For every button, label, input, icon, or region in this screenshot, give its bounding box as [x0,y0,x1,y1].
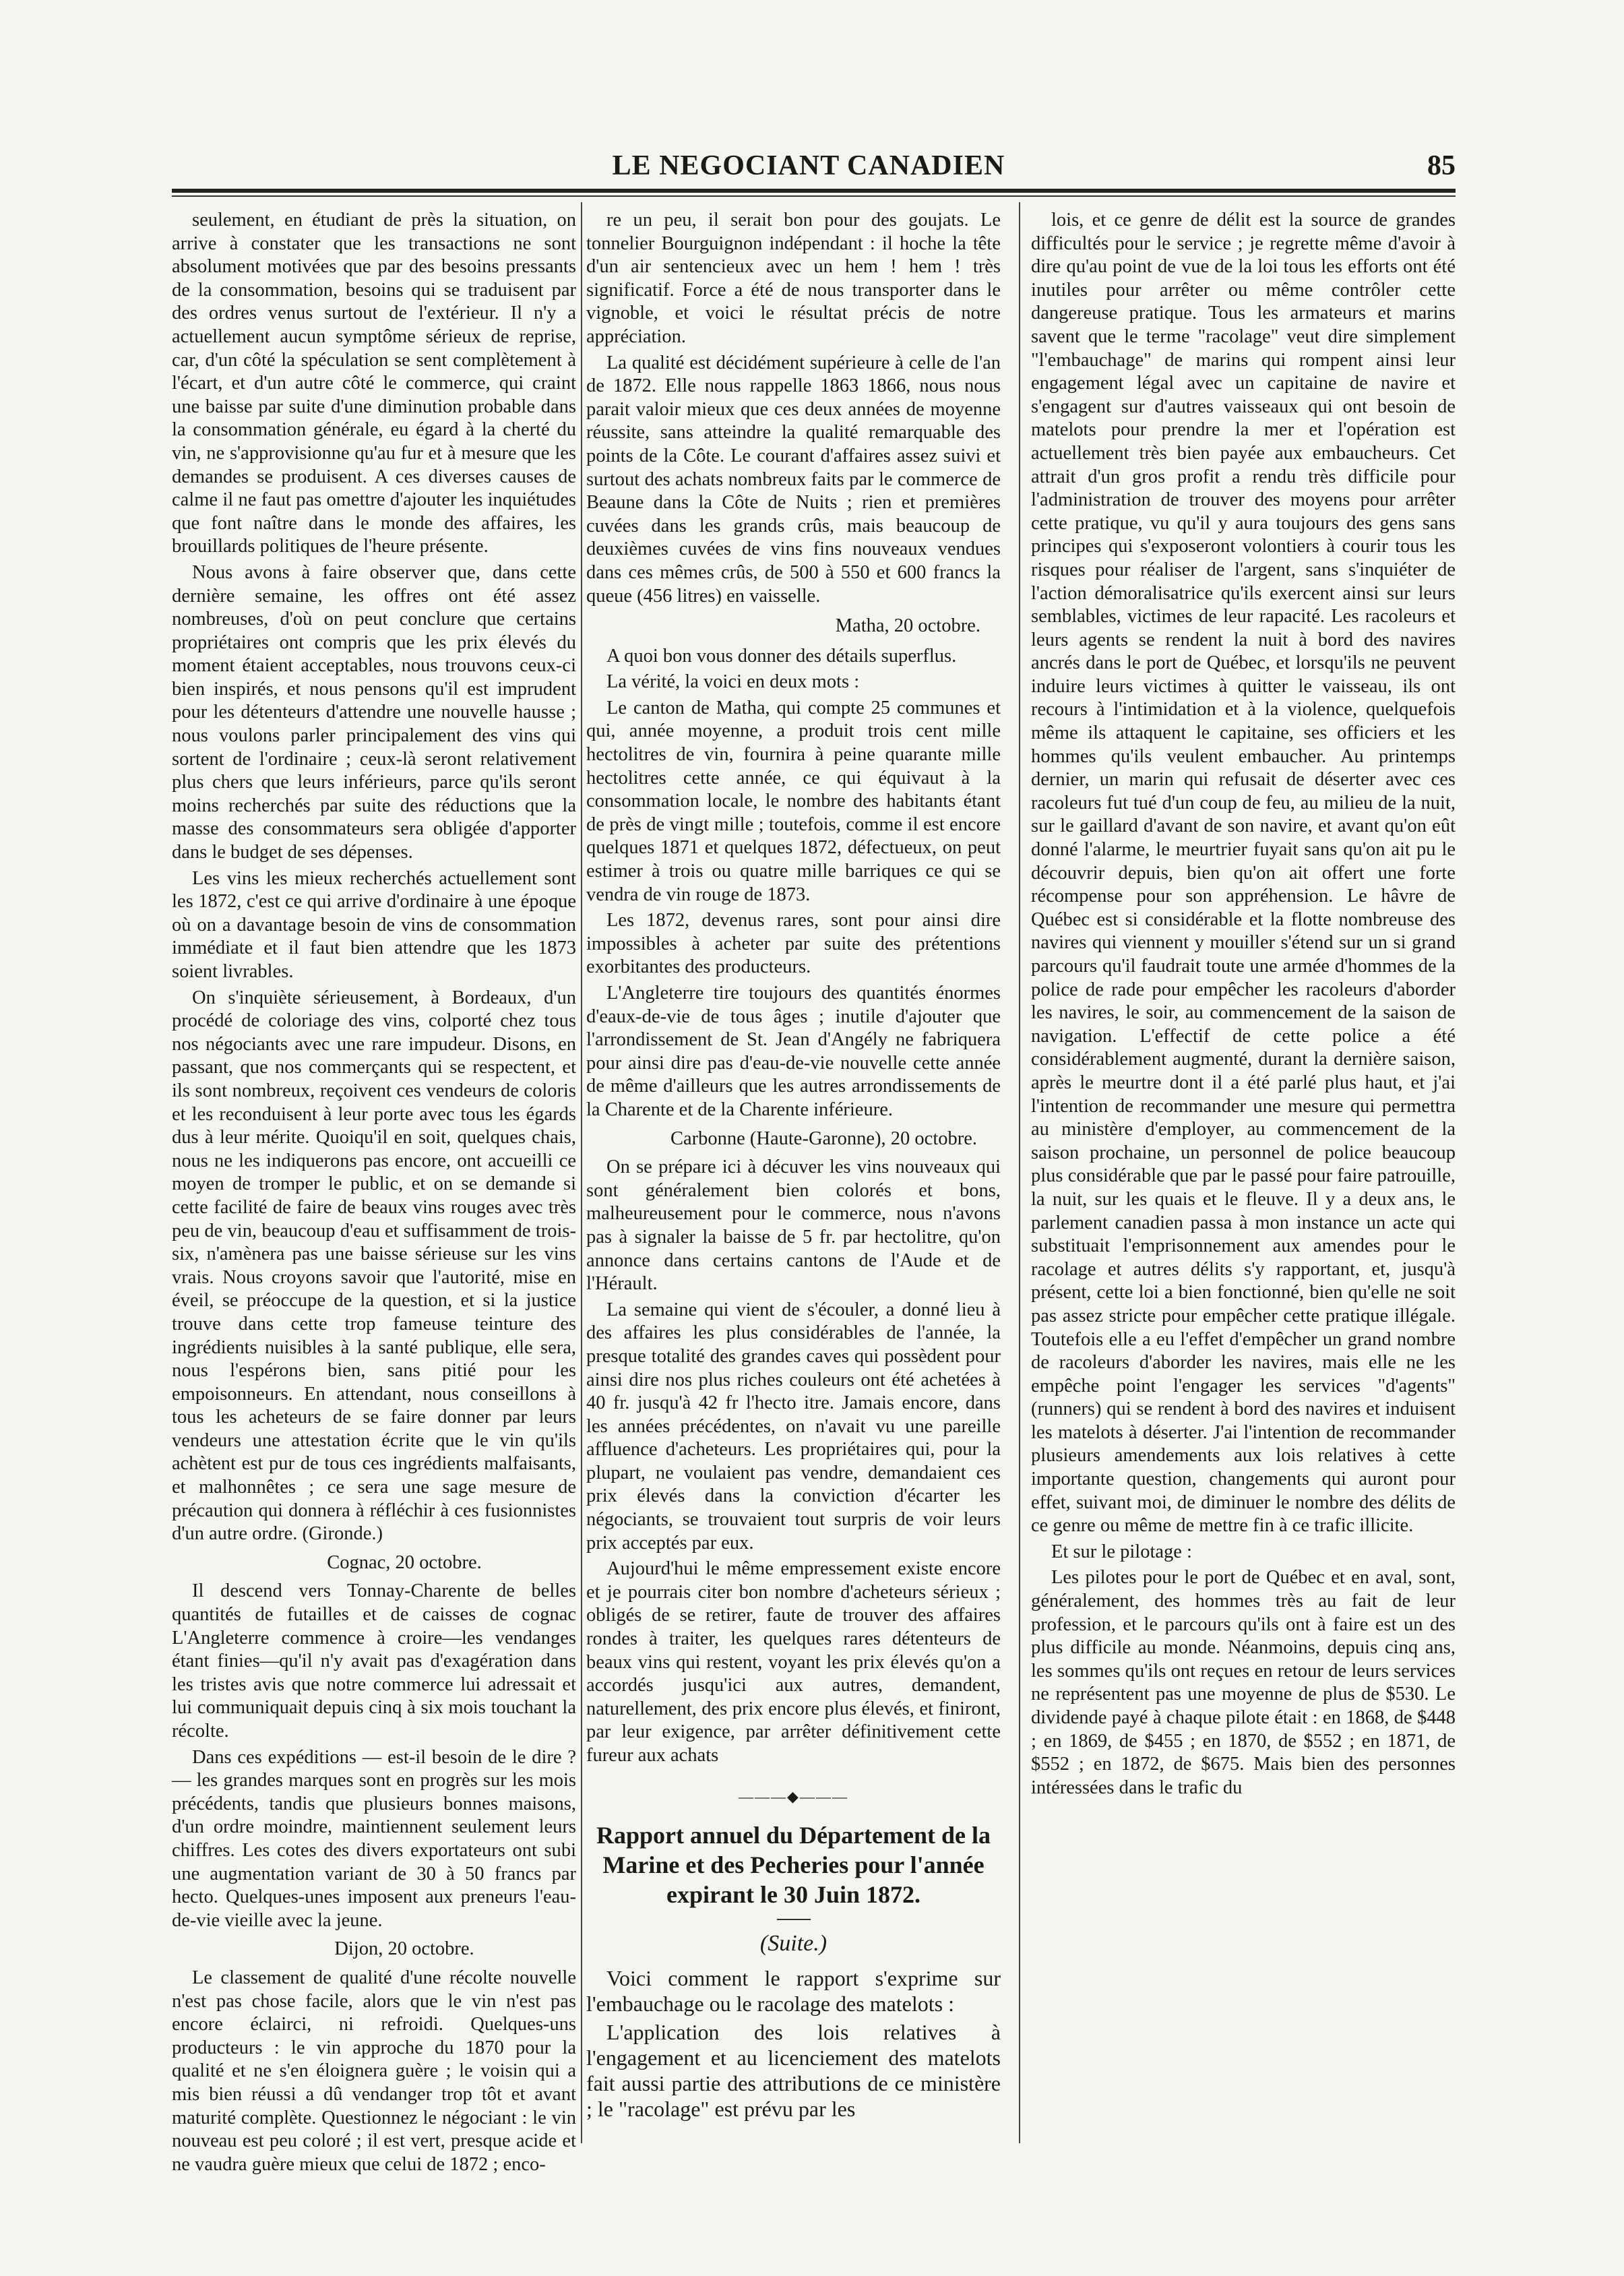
newspaper-title: LE NEGOCIANT CANADIEN [612,150,1005,181]
article-paragraph: On se prépare ici à décuver les vins nouveaux qui sont généralement bien colorés et bons, malheureusement pour le commerce, nous n'avons pas à signaler la baisse de 5 fr. par hectolitre, qu'on annonce dans certains cantons de l'Aude et de l'Hérault. [586,1157,1001,1295]
article-paragraph: Aujourd'hui le même empressement existe encore et je pourrais citer bon nombre d'acheteurs sérieux ; obligés de se retirer, faute de trouver des affaires rondes à traiter, les quelques rares détenteurs de beaux vins qui restent, voyant les prix élevés qu'on a accordés jusqu'ici aux autres, demandent, naturellement, des prix encore plus élevés, et finiront, par leur exigence, par arrêter définitivement cette fureur aux achats [586,1558,1001,1766]
masthead [162,150,1456,183]
article-paragraph: seulement, en étudiant de près la situation, on arrive à constater que les transactions ne sont absolument motivées que par des besoins pressants de la consommation, besoins qui se traduisent par des ordres venus surtout de l'extérieur. Il n'y a actuellement aucun symptôme sérieux de reprise, car, d'un côté la spéculation se sent complètement à l'écart, et d'un autre côté le commerce, qui craint une baisse par suite d'une diminution probable dans la consommation générale, eu égard à la cherté du vin, ne s'approvisionne qu'au fur et à mesure que les demandes se produisent. A ces diverses causes de calme il ne faut pas omettre d'ajouter les inquiétudes que font naître dans le monde des affaires, les brouillards politiques de l'heure présente. [172,210,576,557]
article-paragraph: La semaine qui vient de s'écouler, a donné lieu à des affaires les plus considérables de l'année, la presque totalité des grandes caves qui possèdent pour ainsi dire nos plus riches couleurs ont été achetées à 40 fr. jusqu'à 42 fr l'hecto itre. Jamais encore, dans les années précédentes, on n'avait vu une pareille affluence d'acheteurs. Les propriétaires qui, pour la plupart, ne voulaient pas vendre, demandaient ces prix élevés dans la conviction d'écarter les négociants, se trouvaient tout surpris de voir leurs prix acceptés par eux. [586,1299,1001,1554]
report-body [586,1965,1001,2122]
column-divider-1 [581,202,582,2143]
header-rule-thin [172,195,1456,197]
column-divider-2 [1019,202,1020,2143]
column-2 [586,209,1001,2150]
article-paragraph: L'Angleterre tire toujours des quantités énormes d'eaux-de-vie de tous âges ; inutile d'ajouter que l'arrondissement de St. Jean d'Angély ne fabriquera pour ainsi dire pas d'eau-de-vie nouvelle cette année de même d'ailleurs que les autres arrondissements de la Charente et de la Charente inférieure. [586,983,1001,1120]
article-paragraph: Voici comment le rapport s'exprime sur l'embauchage ou le racolage des matelots : [586,1965,1001,2016]
article-paragraph: Et sur le pilotage : [1051,1541,1192,1562]
article-paragraph: Les 1872, devenus rares, sont pour ainsi dire impossibles à acheter par suite des prétentions exorbitantes des producteurs. [586,910,1001,978]
article-paragraph: Les pilotes pour le port de Québec et en aval, sont, généralement, des hommes très au fait de leur profession, et le parcours qu'ils ont à faire est un des plus difficile au monde. Néanmoins, depuis cinq ans, les sommes qu'ils ont reçues en retour de leurs services ne représentent pas une moyenne de plus de $530. Le dividende payé à chaque pilote était : en 1868, de $448 ; en 1869, de $455 ; en 1870, de $552 ; en 1871, de $552 ; en 1872, de $675. Mais bien des personnes intéressées dans le trafic du [1031,1567,1456,1798]
article-paragraph: Nous avons à faire observer que, dans cette dernière semaine, les offres ont été assez nombreuses, d'où on peut conclure que certains propriétaires ont compris que les prix élevés du moment étaient acceptables, nous trouvons ceux-ci bien inspirés, et nous pensons qu'il est imprudent pour les détenteurs d'attendre une nouvelle hausse ; nous voulons parler principalement des vins qui sortent de l'ordinaire ; ceux-là seront relativement plus chers que leurs inférieurs, parce qu'ils seront moins recherchés par suite des réductions que la masse des consommateurs sera obligée d'apporter dans le budget de ses dépenses. [172,561,576,863]
article-paragraph: A quoi bon vous donner des détails superflus. [606,645,957,667]
article-paragraph: Le canton de Matha, qui compte 25 communes et qui, année moyenne, a produit trois cent mille hectolitres de vin, fournira à peine quarante mille hectolitres cette année, ce qui équivaut à la consommation locale, le nombre des habitants étant de près de vingt mille ; toutefois, comme il est encore quelques 1871 et quelques 1872, défectueux, on peut estimer à trois ou quatre mille barriques ce qui se vendra de vin rouge de 1873. [586,697,1001,905]
article-headline: Rapport annuel du Département de la Marine et des Pecheries pour l'année expirant le 30 Juin 1872. [596,1822,991,1909]
article-paragraph: Il descend vers Tonnay-Charente de belles quantités de futailles et de caisses de cognac L'Angleterre commence à croire—les vendanges étant finies—qu'il n'y avait pas d'exagération dans les tristes avis que notre commerce lui adressait et lui communiquait depuis cinq à six mois touchant la récolte. [172,1580,576,1742]
dateline: Dijon, 20 octobre. [334,1938,474,1960]
article-paragraph: La vérité, la voici en deux mots : [606,671,860,693]
article-paragraph: lois, et ce genre de délit est la source de grandes difficultés pour le service ; je regrette même d'avoir à dire qu'au point de vue de la loi tous les efforts ont été inutiles pour arrêter ou même contrôler cette dangereuse pratique. Tous les armateurs et marins savent que le terme "racolage" veut dire simplement "l'embauchage" de marins qui rompent ainsi leur engagement légal avec un capitaine de navire et s'engagent sur d'autres vaisseaux qui ont besoin de matelots pour prendre la mer et l'opération est actuellement très bien payée aux embaucheurs. Cet attrait d'un gros profit a rendu très difficile pour l'administration de trouver des moyens pour arrêter cette pratique, vu qu'il y aura toujours des gens sans principes qui s'exposeront volontiers à courir tous les risques pour réaliser de l'argent, sans s'inquiéter de l'action démoralisatrice qu'ils exercent ainsi sur leurs semblables, victimes de leur rapacité. Les racoleurs et leurs agents se rendent la nuit à bord des navires ancrés dans le port de Québec, et lorsqu'ils ne peuvent induire leurs victimes à quitter le vaisseau, ils ont recours à l'intimidation et à la violence, quelquefois même ils attaquent le capitaine, ses officiers et les hommes qu'ils veulent embaucher. Au printemps dernier, un marin qui refusait de déserter avec ces racoleurs fut tué d'un coup de feu, au milieu de la nuit, sur le gaillard d'avant de son navire, et avant qu'on eût donné l'alarme, le meurtrier fuyait sans qu'on ait pu le découvrir depuis, bien qu'on ait offert une forte récompense pour son appréhension. Le hâvre de Québec est si considérable et la flotte nombreuse des navires qui viennent y mouiller s'étend sur un si grand parcours qu'il faudrait toute une armée d'hommes de la police de rade pour empêcher les racoleurs d'aborder les navires, le soir, au commencement de la saison de navigation. L'effectif de cette police a été considérablement augmenté, durant la dernière saison, après le meurtre dont il a été parlé plus haut, et j'ai l'intention de recommander une mesure qui permettra au ministère d'employer, au commencement de la saison prochaine, un personnel de police beaucoup plus considérable que par le passé pour faire patrouille, la nuit, sur les quais et le fleuve. Il y a deux ans, le parlement canadien passa à mon instance un acte qui substituait l'emprisonnement aux amendes pour le racolage et autres délits s'y rapportant, et, jusqu'à présent, cette loi a bien fonctionné, bien qu'elle ne soit pas assez stricte pour empêcher cette pratique illégale. Toutefois elle a eu l'effet d'empêcher un grand nombre de racoleurs d'aborder les navires, mais elle ne les empêche point l'engager les services "d'agents" (runners) qui se rendent à bord des navires et induisent les matelots à déserter. J'ai l'intention de recommander plusieurs amendements aux lois relatives à cette importante question, changements qui auront pour effet, suivant moi, de diminuer le nombre des délits de ce genre ou même de mettre fin à ce trafic illicite. [1031,210,1456,1537]
column-3 [1031,209,1456,2150]
header-rule-thick [172,189,1456,193]
article-paragraph: L'application des lois relatives à l'engagement et au licenciement des matelots fait aussi partie des attributions de ce ministère ; le "racolage" est prévu par les [586,2019,1001,2121]
ornamental-divider: ———◆——— [739,1787,848,1805]
continued-label: (Suite.) [759,1931,827,1957]
article-paragraph: Le classement de qualité d'une récolte nouvelle n'est pas chose facile, alors que le vin n'est pas encore éclairci, ni refroidi. Quelques-uns producteurs : le vin approche du 1870 pour la qualité et ne s'en éloignera guère ; le voisin qui a mis bien réussi a dû vendanger trop tôt et avant maturité complète. Questionnez le négociant : le vin nouveau est peu coloré ; il est vert, presque acide et ne vaudra guère mieux que celui de 1872 ; enco- [172,1967,576,2175]
dateline: Matha, 20 octobre. [835,615,980,637]
article-paragraph: La qualité est décidément supérieure à celle de l'an de 1872. Elle nous rappelle 1863 1866, nous nous parait valoir mieux que ces deux années de moyenne réussite, sans atteindre la qualité remarquable des points de la Côte. Le courant d'affaires assez suivi et surtout des achats nombreux faits par le commerce de Beaune dans la Côte de Nuits ; rien et premières cuvées dans les grands crûs, mais beaucoup de deuxièmes cuvées de vins fins nouveaux vendues dans ces mêmes crûs, de 500 à 550 et 600 francs la queue (456 litres) en vaisselle. [586,352,1001,607]
page-number: 85 [1427,150,1456,181]
column-1 [172,209,576,2175]
article-paragraph: Dans ces expéditions — est-il besoin de le dire ? — les grandes marques sont en progrès sur les mois précédents, tandis que plusieurs bonnes maisons, d'un ordre moindre, maintiennent seulement leurs chiffres. Les cotes des divers exportateurs ont subi une augmentation variant de 30 à 50 francs par hecto. Quelques-unes imposent aux preneurs l'eau-de-vie vieille avec la jeune. [172,1746,576,1931]
article-paragraph: On s'inquiète sérieusement, à Bordeaux, d'un procédé de coloriage des vins, colporté chez tous nos négociants avec une rare impudeur. Disons, en passant, que nos commerçants qui se respectent, et ils sont nombreux, reçoivent ces vendeurs de coloris et les reconduisent à leur porte avec tous les égards dus à leur mérite. Quoiqu'il en soit, quelques chais, nous ne les indiquerons pas encore, ont accueilli ce moyen de tromper le public, et on se demande si cette facilité de faire de beaux vins rouges avec très peu de vin, beaucoup d'eau et suffisamment de trois-six, n'amènera pas une baisse sérieuse sur les vins vrais. Nous croyons savoir que l'autorité, mise en éveil, se préoccupe de la question, et si la justice trouve dans cette trop fameuse teinture des ingrédients nuisibles à la santé publique, elle sera, nous l'espérons bien, sans pitié pour les empoisonneurs. En attendant, nous conseillons à tous les acheteurs de se faire donner par leurs vendeurs une attestation écrite que le vin qu'ils achètent est pur de tous ces ingrédients malfaisants, et malhonnêtes ; ce sera une sage mesure de précaution qui donnera à réfléchir à ces fusionnistes d'un autre ordre. (Gironde.) [172,987,576,1545]
article-paragraph: re un peu, il serait bon pour des goujats. Le tonnelier Bourguignon indépendant : il hoche la tête d'un air sentencieux avec un hem ! hem ! très significatif. Force a été de nous transporter dans le vignoble, et voici le résultat précis de notre appréciation. [586,210,1001,347]
dateline: Cognac, 20 octobre. [327,1551,482,1573]
article-paragraph: Les vins les mieux recherchés actuellement sont les 1872, c'est ce qui arrive d'ordinaire à une époque où on a davantage besoin de vins de consommation immédiate et il faut bien attendre que les 1873 soient livrables. [172,867,576,982]
short-rule [777,1919,811,1920]
dateline: Carbonne (Haute-Garonne), 20 octobre. [670,1128,978,1149]
